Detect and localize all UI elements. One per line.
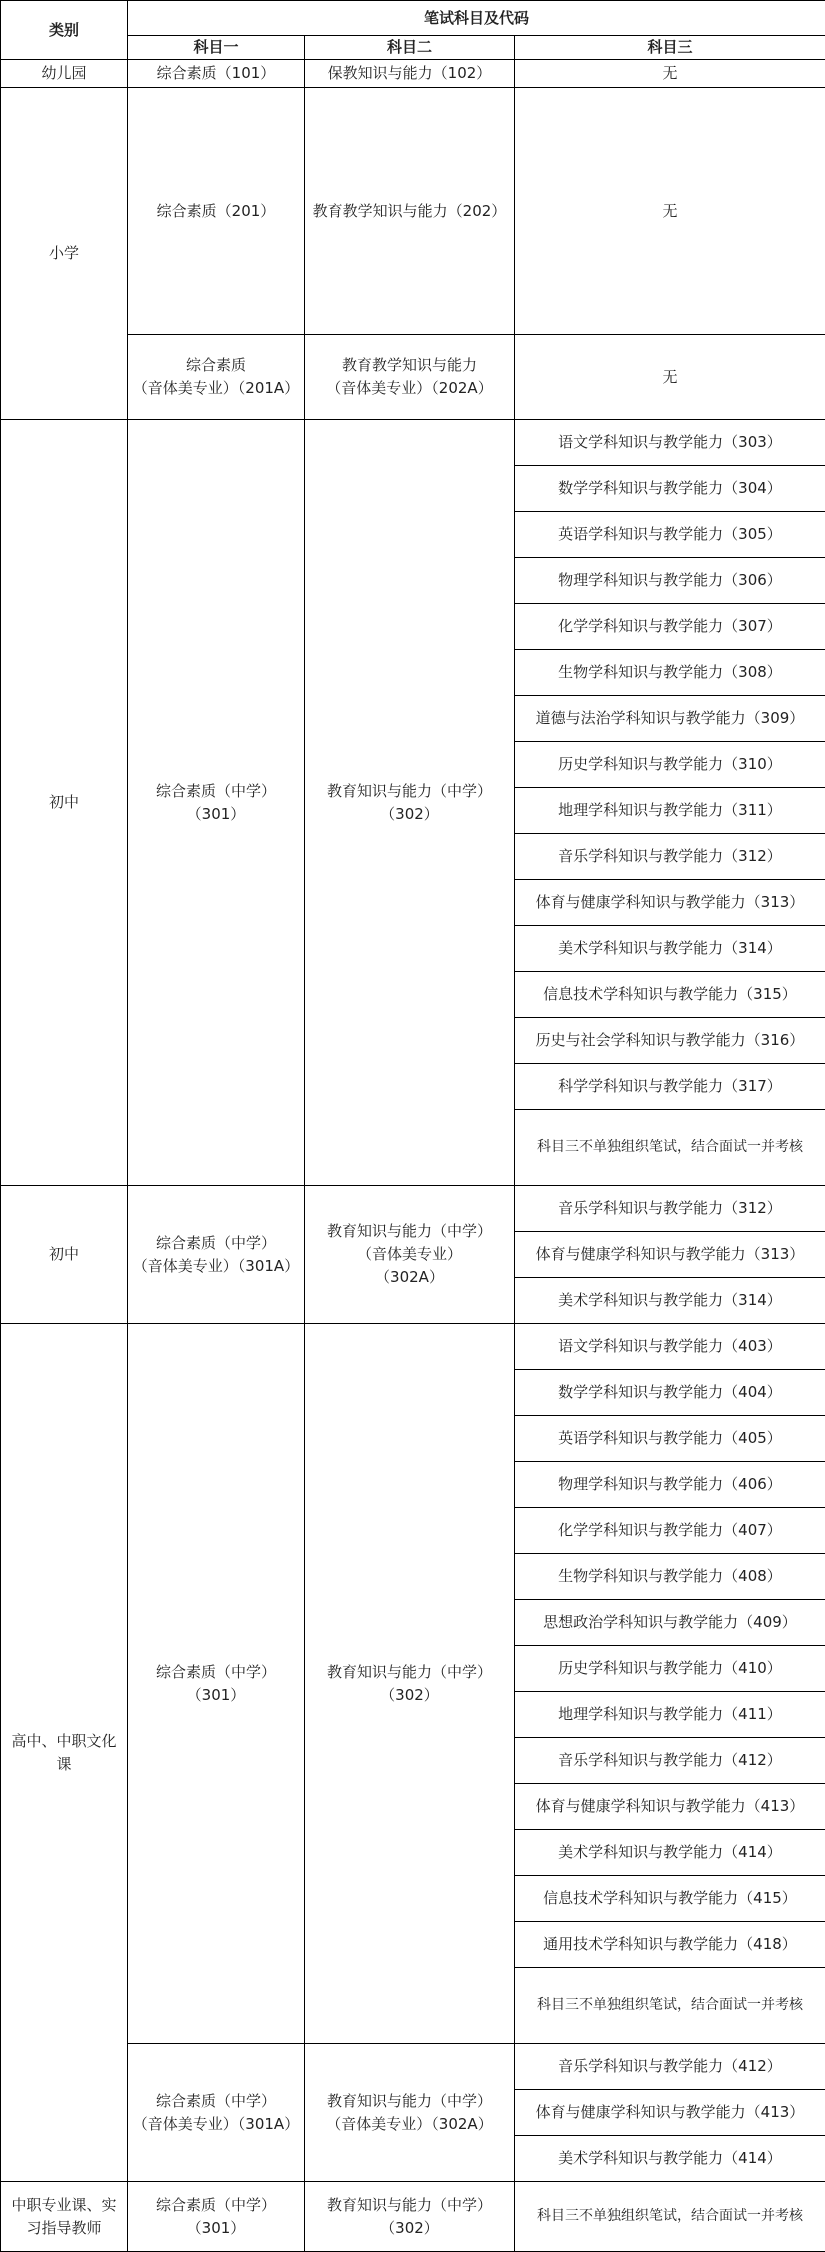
- subject1-cell: 综合素质（101）: [128, 60, 305, 88]
- cell-line: 教育教学知识与能力: [307, 354, 512, 377]
- category-cell: 初中: [1, 420, 128, 1186]
- subject3-cell: 美术学科知识与教学能力（414）: [515, 1830, 825, 1876]
- subject3-cell: 数学学科知识与教学能力（404）: [515, 1370, 825, 1416]
- subject2-cell: [305, 2044, 515, 2182]
- cell-line: （302A）: [307, 1266, 512, 1289]
- subject3-cell: 美术学科知识与教学能力（314）: [515, 1278, 825, 1324]
- subject3-cell: 历史学科知识与教学能力（410）: [515, 1646, 825, 1692]
- subject3-cell: 科目三不单独组织笔试，结合面试一并考核: [515, 1110, 825, 1186]
- category-cell: 小学: [1, 88, 128, 420]
- table-row: [1, 60, 825, 88]
- subject2-cell: [305, 1186, 515, 1324]
- table-row: [1, 1186, 825, 1232]
- cell-line: 综合素质（中学）: [130, 1661, 302, 1684]
- cell-line: 综合素质（中学）: [130, 1232, 302, 1255]
- cell-line: 教育知识与能力（中学）: [307, 1220, 512, 1243]
- cell-line: 综合素质: [130, 354, 302, 377]
- cell-line: （301）: [130, 2217, 302, 2240]
- cell-line: 教育知识与能力（中学）: [307, 1661, 512, 1684]
- subject3-cell: 物理学科知识与教学能力（406）: [515, 1462, 825, 1508]
- cell-line: （音体美专业）（301A）: [130, 1255, 302, 1278]
- cell-line: （音体美专业）（302A）: [307, 2113, 512, 2136]
- cell-line: （音体美专业）: [307, 1243, 512, 1266]
- subject2-cell: [305, 420, 515, 1186]
- cell-line: 习指导教师: [3, 2217, 125, 2240]
- cell-line: （302）: [307, 803, 512, 826]
- subject3-cell: 语文学科知识与教学能力（303）: [515, 420, 825, 466]
- cell-line: 高中、中职文化: [3, 1730, 125, 1753]
- cell-line: （302）: [307, 2217, 512, 2240]
- cell-line: （302）: [307, 1684, 512, 1707]
- subject3-cell: 化学学科知识与教学能力（407）: [515, 1508, 825, 1554]
- subject3-cell: 美术学科知识与教学能力（414）: [515, 2136, 825, 2182]
- subject3-cell: 语文学科知识与教学能力（403）: [515, 1324, 825, 1370]
- cell-line: （301）: [130, 803, 302, 826]
- subject3-cell: 通用技术学科知识与教学能力（418）: [515, 1922, 825, 1968]
- table-row: [1, 1324, 825, 1370]
- header-subject-1: 科目一: [128, 36, 305, 60]
- subject3-cell: 信息技术学科知识与教学能力（315）: [515, 972, 825, 1018]
- subject2-cell: [305, 2182, 515, 2252]
- subject3-cell: 无: [515, 335, 825, 420]
- subject3-cell: 历史学科知识与教学能力（310）: [515, 742, 825, 788]
- cell-line: （音体美专业）（201A）: [130, 377, 302, 400]
- subject2-cell: [305, 1324, 515, 2044]
- subject3-cell: 无: [515, 88, 825, 335]
- cell-line: 教育知识与能力（中学）: [307, 2194, 512, 2217]
- cell-line: （301）: [130, 1684, 302, 1707]
- subject3-cell: 音乐学科知识与教学能力（412）: [515, 1738, 825, 1784]
- header-group: 笔试科目及代码: [128, 1, 825, 36]
- subject2-cell: 保教知识与能力（102）: [305, 60, 515, 88]
- category-cell: 初中: [1, 1186, 128, 1324]
- table-row: [1, 420, 825, 466]
- subject1-cell: 综合素质（201）: [128, 88, 305, 335]
- subject3-cell: 信息技术学科知识与教学能力（415）: [515, 1876, 825, 1922]
- subject1-cell: [128, 420, 305, 1186]
- subject3-cell: 体育与健康学科知识与教学能力（413）: [515, 1784, 825, 1830]
- cell-line: 综合素质（中学）: [130, 780, 302, 803]
- subject1-cell: [128, 1186, 305, 1324]
- subject3-cell: 思想政治学科知识与教学能力（409）: [515, 1600, 825, 1646]
- category-cell: 幼儿园: [1, 60, 128, 88]
- subject3-cell: 科目三不单独组织笔试，结合面试一并考核: [515, 2182, 825, 2252]
- subject3-cell: 科学学科知识与教学能力（317）: [515, 1064, 825, 1110]
- subject3-cell: 音乐学科知识与教学能力（312）: [515, 1186, 825, 1232]
- subject1-cell: [128, 2182, 305, 2252]
- table-row: [1, 2182, 825, 2252]
- subject3-cell: 科目三不单独组织笔试，结合面试一并考核: [515, 1968, 825, 2044]
- subject3-cell: 英语学科知识与教学能力（405）: [515, 1416, 825, 1462]
- subject3-cell: 数学学科知识与教学能力（304）: [515, 466, 825, 512]
- subject3-cell: 体育与健康学科知识与教学能力（313）: [515, 1232, 825, 1278]
- cell-line: 课: [3, 1753, 125, 1776]
- cell-line: （音体美专业）（202A）: [307, 377, 512, 400]
- subject3-cell: 地理学科知识与教学能力（311）: [515, 788, 825, 834]
- subject3-cell: 无: [515, 60, 825, 88]
- subject3-cell: 物理学科知识与教学能力（306）: [515, 558, 825, 604]
- header-subject-2: 科目二: [305, 36, 515, 60]
- subject3-cell: 体育与健康学科知识与教学能力（313）: [515, 880, 825, 926]
- subject1-cell: [128, 335, 305, 420]
- cell-line: （音体美专业）（301A）: [130, 2113, 302, 2136]
- header-subject-3: 科目三: [515, 36, 825, 60]
- subject3-cell: 道德与法治学科知识与教学能力（309）: [515, 696, 825, 742]
- subject3-cell: 音乐学科知识与教学能力（312）: [515, 834, 825, 880]
- subject3-cell: 化学学科知识与教学能力（307）: [515, 604, 825, 650]
- subject3-cell: 地理学科知识与教学能力（411）: [515, 1692, 825, 1738]
- cell-line: 综合素质（中学）: [130, 2194, 302, 2217]
- cell-line: 教育知识与能力（中学）: [307, 2090, 512, 2113]
- subject2-cell: [305, 335, 515, 420]
- subject1-cell: [128, 2044, 305, 2182]
- cell-line: 综合素质（中学）: [130, 2090, 302, 2113]
- subject3-cell: 历史与社会学科知识与教学能力（316）: [515, 1018, 825, 1064]
- category-cell: [1, 1324, 128, 2182]
- subject3-cell: 美术学科知识与教学能力（314）: [515, 926, 825, 972]
- subject3-cell: 音乐学科知识与教学能力（412）: [515, 2044, 825, 2090]
- subject2-cell: 教育教学知识与能力（202）: [305, 88, 515, 335]
- subject3-cell: 体育与健康学科知识与教学能力（413）: [515, 2090, 825, 2136]
- subject3-cell: 生物学科知识与教学能力（408）: [515, 1554, 825, 1600]
- cell-line: 教育知识与能力（中学）: [307, 780, 512, 803]
- header-category: 类别: [1, 1, 128, 60]
- subject3-cell: 生物学科知识与教学能力（308）: [515, 650, 825, 696]
- table-row: [1, 88, 825, 335]
- cell-line: 中职专业课、实: [3, 2194, 125, 2217]
- category-cell: [1, 2182, 128, 2252]
- subject1-cell: [128, 1324, 305, 2044]
- subject3-cell: 英语学科知识与教学能力（305）: [515, 512, 825, 558]
